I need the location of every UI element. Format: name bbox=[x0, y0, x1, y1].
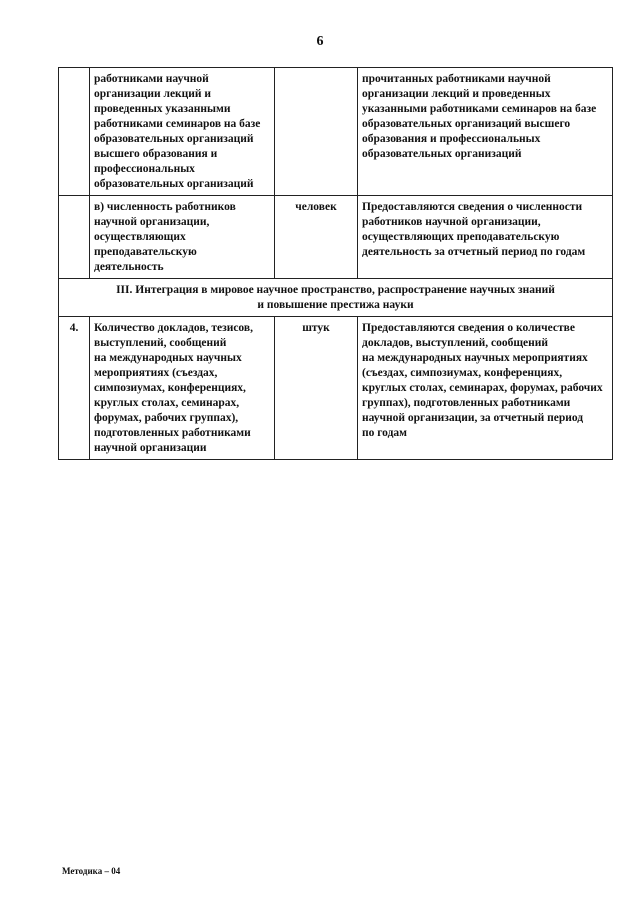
unit-cell bbox=[275, 196, 358, 279]
row-number: 4. bbox=[69, 322, 79, 334]
page-number: 6 bbox=[316, 34, 324, 49]
indicator-name: работниками научной организации лекций и проведенных указанными работниками семинаров на базе образовательных организаций высшего образования и профессиональных образовательных организаций bbox=[94, 73, 261, 190]
table-row bbox=[59, 317, 613, 460]
unit-cell bbox=[275, 68, 358, 196]
unit: человек bbox=[295, 201, 337, 213]
description: прочитанных работниками научной организации лекций и проведенных указанными работниками семинаров на базе образовательных организаций высшего образования и профессиональных образовательных организаций bbox=[362, 73, 597, 160]
table-row bbox=[59, 68, 613, 196]
indicator-name-cell bbox=[90, 68, 275, 196]
indicators-table bbox=[58, 67, 613, 460]
section-header-row bbox=[59, 279, 613, 317]
section-title-cell bbox=[59, 279, 613, 317]
row-number-cell bbox=[59, 196, 90, 279]
footer-label: Методика – 04 bbox=[62, 866, 121, 876]
description: Предоставляются сведения о численности работников научной организации, осуществляющих преподавательскую деятельность за отчетный период по годам bbox=[362, 201, 586, 258]
table-row bbox=[59, 196, 613, 279]
row-number-cell bbox=[59, 68, 90, 196]
indicator-name: в) численность работников научной организации, осуществляющих преподавательскую деятельность bbox=[94, 201, 236, 273]
unit-cell bbox=[275, 317, 358, 460]
description-cell bbox=[358, 68, 613, 196]
description-cell bbox=[358, 196, 613, 279]
description-cell bbox=[358, 317, 613, 460]
indicator-name-cell bbox=[90, 317, 275, 460]
description: Предоставляются сведения о количестве докладов, выступлений, сообщений на международных научных мероприятиях (съездах, симпозиумах, конференциях, круглых столах, семинарах, форумах, рабочих группах), подготовленных работниками научной организации, за отчетный период по годам bbox=[362, 322, 603, 439]
unit: штук bbox=[302, 322, 330, 334]
section-title: III. Интеграция в мировое научное пространство, распространение научных знаний и повышение престижа науки bbox=[116, 284, 555, 311]
row-number-cell bbox=[59, 317, 90, 460]
indicator-name-cell bbox=[90, 196, 275, 279]
indicator-name: Количество докладов, тезисов, выступлений, сообщений на международных научных мероприятиях (съездах, симпозиумах, конференциях, круглых столах, семинарах, форумах, рабочих группах), подготовленных работниками научной организации bbox=[94, 322, 253, 454]
